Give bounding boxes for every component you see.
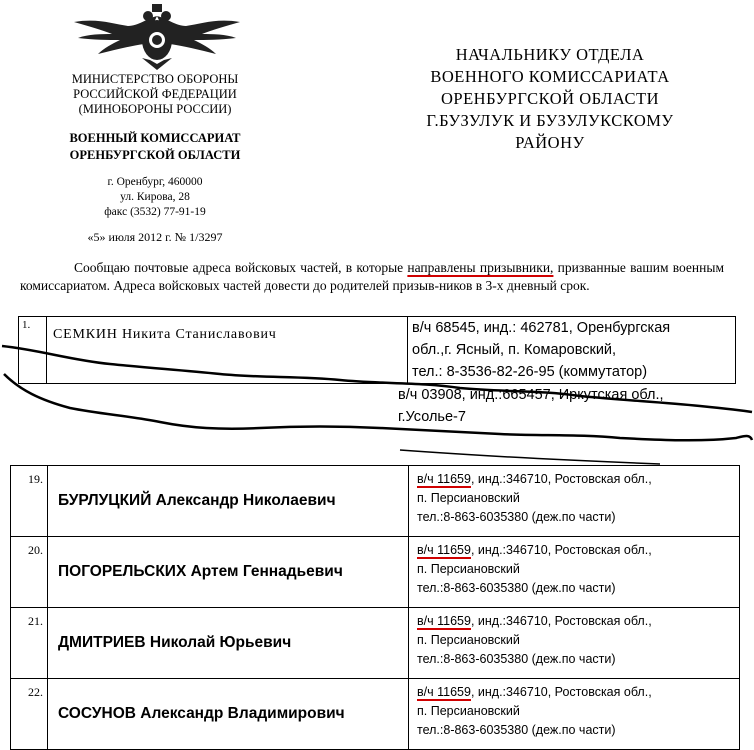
row-number: 22. [11,679,48,750]
recipient-line: ВОЕННОГО КОМИССАРИАТА [430,67,670,86]
unit-code: в/ч 11659 [417,472,471,486]
address-line [417,470,739,489]
row-number: 21. [11,608,48,679]
row-number: 1. [19,317,47,384]
eagle-emblem-icon [68,4,246,72]
address-line: обл.,г. Ясный, п. Комаровский, [412,342,617,358]
table-row [11,537,740,608]
sender-address [30,175,280,220]
unit-code: в/ч 11659 [417,685,471,699]
recipient-line: НАЧАЛЬНИКУ ОТДЕЛА [455,45,645,64]
row-number: 19. [11,466,48,537]
recipient-block [380,44,720,154]
unit-address [409,608,740,679]
date-reference: «5» июля 2012 г. № 1/3297 [87,230,223,244]
recruit-table [10,465,740,750]
address-line: тел.: 8-3536-82-26-95 (коммутатор) [412,364,648,380]
address-line [417,612,739,631]
commissariat-line: ОРЕНБУРГСКОЙ ОБЛАСТИ [69,148,241,162]
address-line: в/ч 03908, инд.:665457, Иркутская обл., [398,387,664,403]
recruit-name: СЕМКИН Никита Станиславович [47,317,408,384]
address-line: п. Персиановский [417,562,520,576]
address-line: п. Персиановский [417,633,520,647]
intro-paragraph [20,259,724,295]
intro-highlight: направлены призывники, [407,260,554,275]
row-number: 20. [11,537,48,608]
address-line: г.Усолье-7 [398,409,466,425]
address-line: п. Персиановский [417,704,520,718]
address-line: п. Персиановский [417,491,520,505]
address-rest: , инд.:346710, Ростовская обл., [470,543,652,557]
unit-address [409,679,740,750]
address-rest: , инд.:346710, Ростовская обл., [470,472,652,486]
address-line [417,541,739,560]
phone-line: тел.:8-863-6035380 (деж.по части) [417,581,616,595]
address-rest: , инд.:346710, Ростовская обл., [470,614,652,628]
ministry-line: РОССИЙСКОЙ ФЕДЕРАЦИИ [73,87,237,101]
unit-address [409,537,740,608]
unit-code: в/ч 11659 [417,543,471,557]
redaction-scribble [0,330,754,480]
commissariat-line: ВОЕННЫЙ КОМИССАРИАТ [69,131,241,145]
table-row [11,466,740,537]
unit-address [409,466,740,537]
recipient-line: Г.БУЗУЛУК И БУЗУЛУКСКОМУ [426,111,674,130]
intro-text-end: призванные вашим военным комиссариатом. Адреса войсковых частей довести до родителей призыв-ников в 3-х дневный срок. [20,260,724,293]
address-line: ул. Кирова, 28 [120,191,190,203]
unit-code: в/ч 11659 [417,614,471,628]
recruit-name: ПОГОРЕЛЬСКИХ Артем Геннадьевич [48,537,409,608]
commissariat-heading [30,130,280,164]
table-row [11,608,740,679]
phone-line: тел.:8-863-6035380 (деж.по части) [417,652,616,666]
recipient-line: ОРЕНБУРГСКОЙ ОБЛАСТИ [441,89,659,108]
recipient-line: РАЙОНУ [515,133,585,152]
address-line: г. Оренбург, 460000 [107,176,203,188]
address-line: в/ч 68545, инд.: 462781, Оренбургская [412,320,671,336]
phone-line: тел.:8-863-6035380 (деж.по части) [417,723,616,737]
intro-text-start: Сообщаю почтовые адреса войсковых частей, в которые [74,260,408,275]
address-line [417,683,739,702]
phone-line: тел.:8-863-6035380 (деж.по части) [417,510,616,524]
recruit-name: БУРЛУЦКИЙ Александр Николаевич [48,466,409,537]
ministry-heading [30,72,280,117]
recruit-name: ДМИТРИЕВ Николай Юрьевич [48,608,409,679]
address-line: факс (3532) 77-91-19 [104,206,206,218]
table-row [11,679,740,750]
address-rest: , инд.:346710, Ростовская обл., [470,685,652,699]
recruit-name: СОСУНОВ Александр Владимирович [48,679,409,750]
ministry-line: (МИНОБОРОНЫ РОССИИ) [78,102,232,116]
ministry-line: МИНИСТЕРСТВО ОБОРОНЫ [71,72,239,86]
